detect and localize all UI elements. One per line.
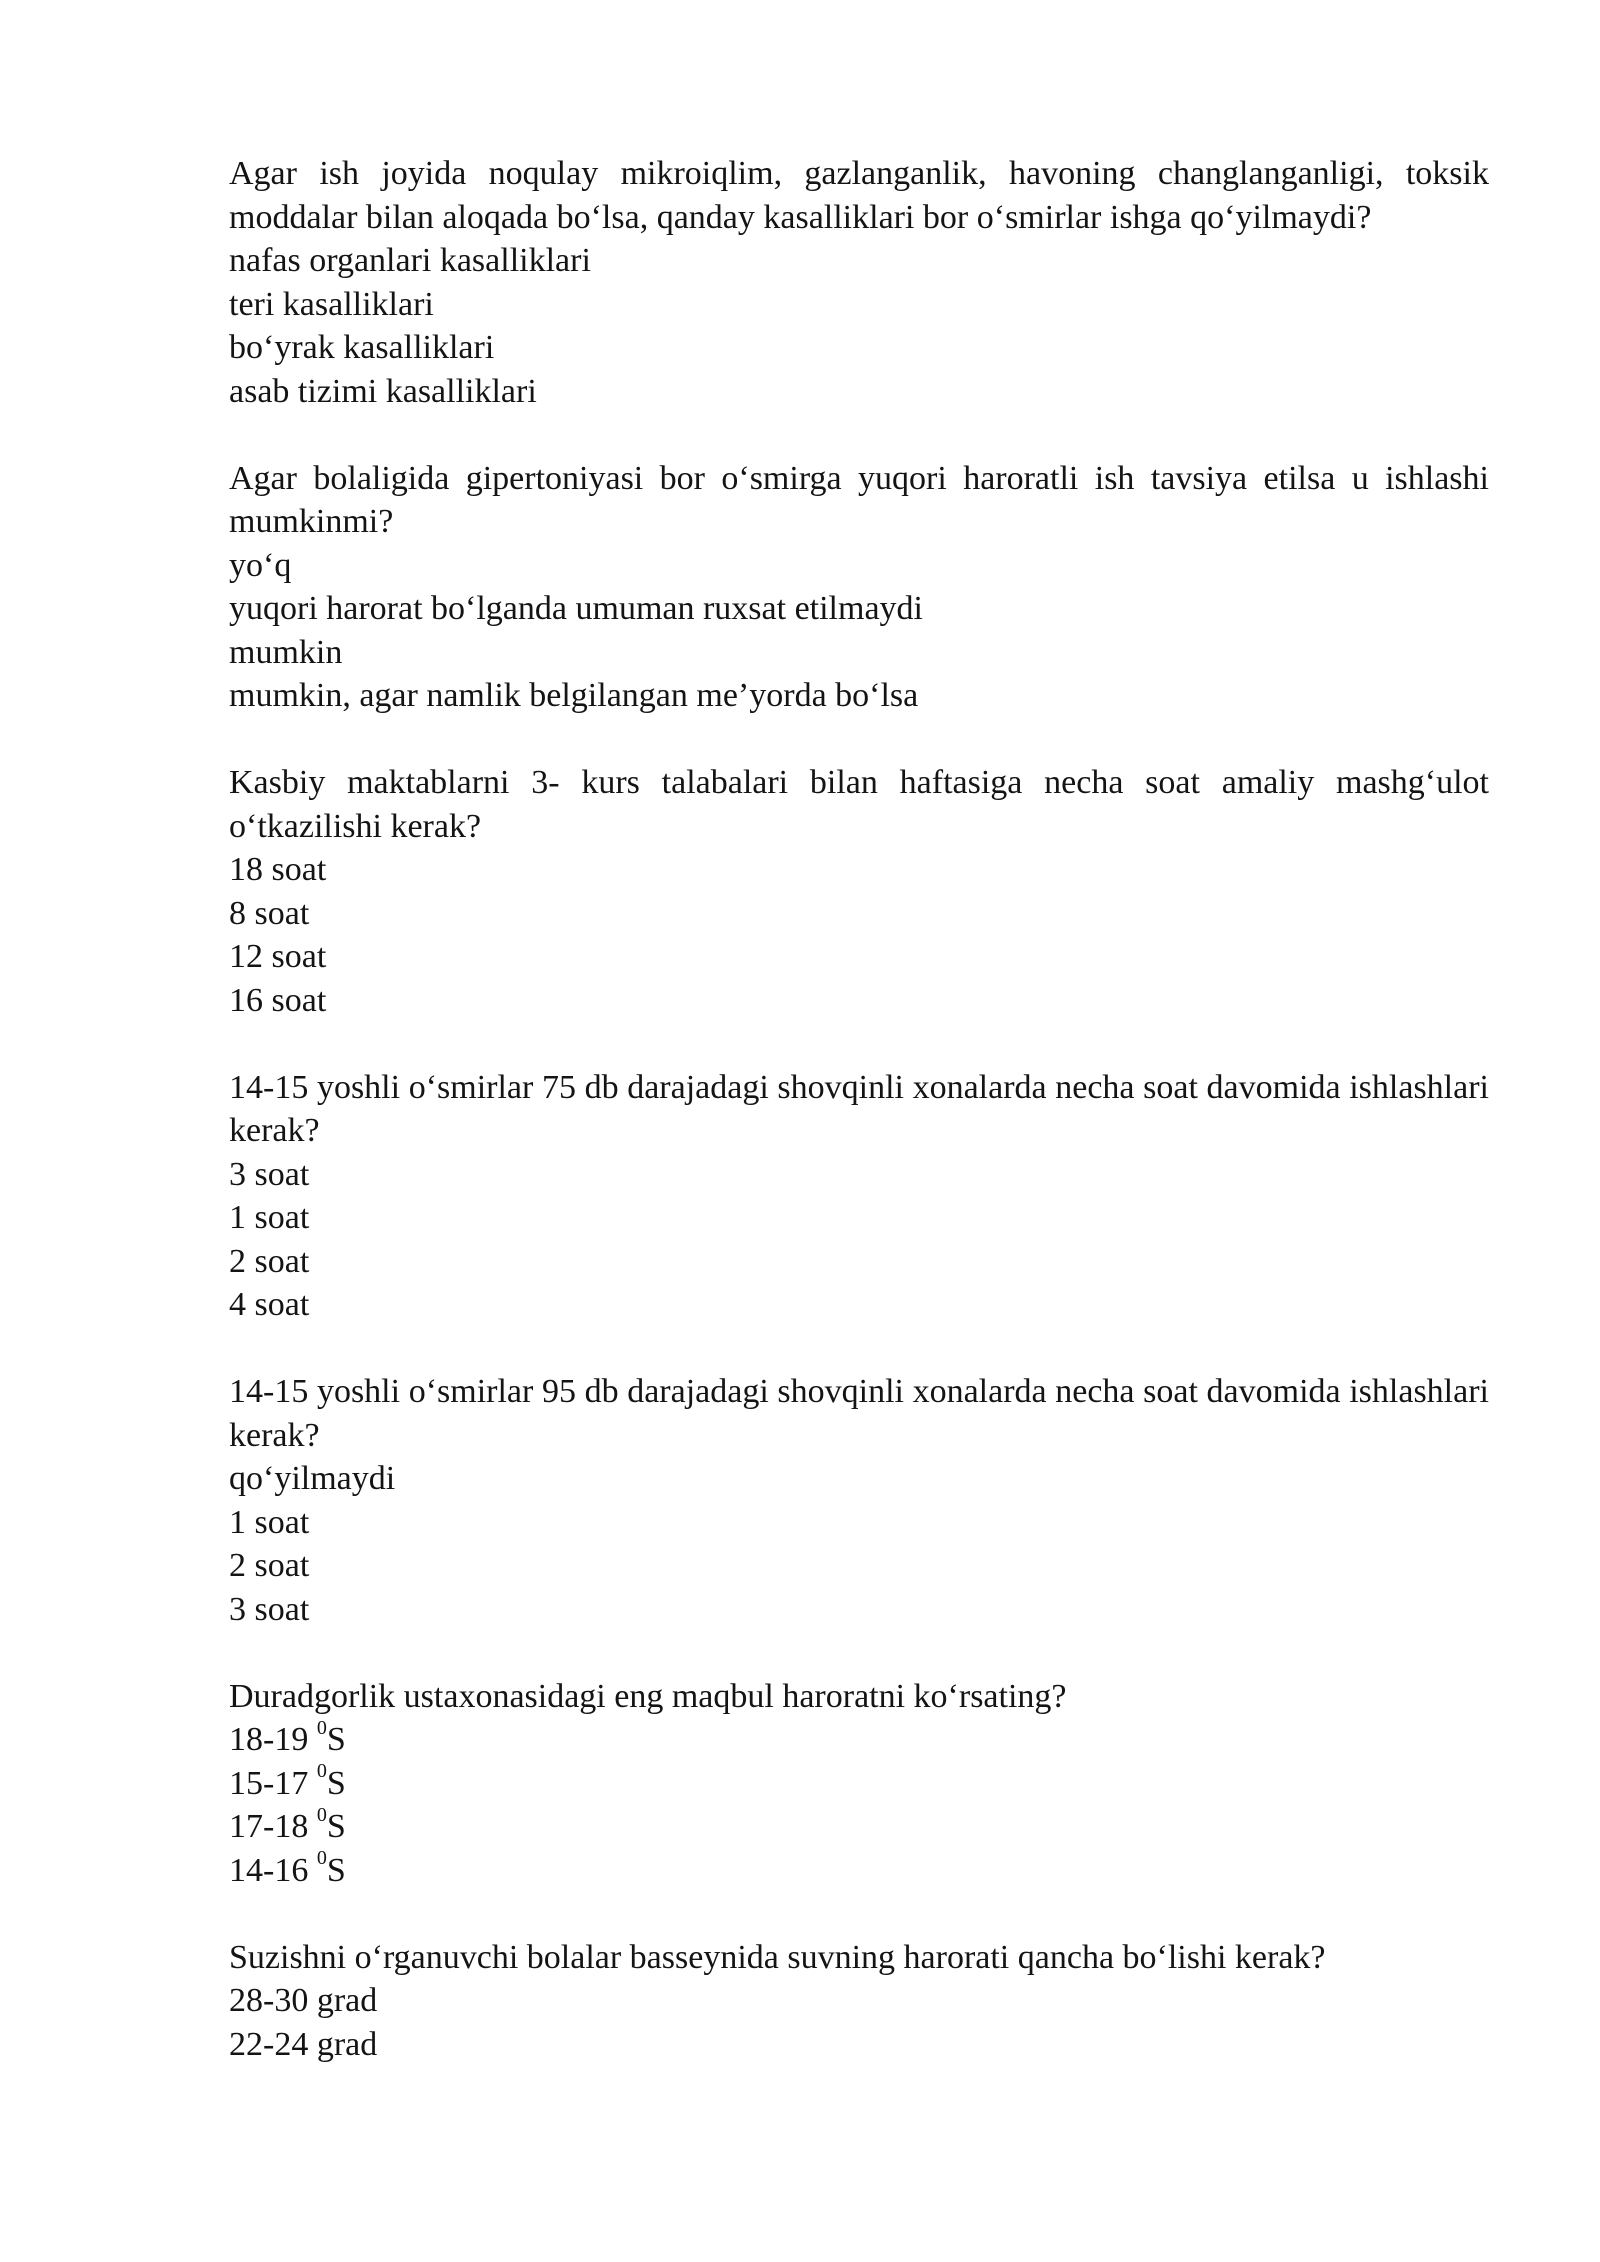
unit-suffix: S [326, 1808, 346, 1845]
answer-option [229, 1762, 1489, 1806]
answer-value: 17-18 [229, 1808, 317, 1845]
unit-suffix: S [326, 1721, 346, 1758]
unit-suffix: S [326, 1851, 346, 1889]
answer-option: 4 soat [229, 1286, 310, 1323]
answer-option: yuqori harorat bo‘lganda umuman ruxsat etilmaydi [229, 590, 923, 627]
question-block [229, 1370, 1489, 1631]
question-block [229, 1936, 1489, 2067]
question-block [229, 1675, 1489, 1893]
answer-option: 3 soat [229, 1155, 310, 1193]
answer-option: 12 soat [229, 938, 327, 975]
answer-option: qo‘yilmaydi [229, 1460, 396, 1497]
answer-option: yo‘q [229, 546, 292, 584]
degree-superscript: 0 [316, 1803, 327, 1826]
answer-value: 14-16 [229, 1851, 317, 1889]
question-block [229, 152, 1489, 413]
unit-suffix: S [326, 1764, 346, 1802]
question-text: Kasbiy maktablarni 3- kurs talabalari bilan haftasiga necha soat amaliy mashg‘ulot o‘tkazilishi kerak? [229, 764, 1489, 845]
question-text: 14-15 yoshli o‘smirlar 95 db darajadagi shovqinli xonalarda necha soat davomida ishlashlari kerak? [229, 1373, 1489, 1454]
question-block [229, 1066, 1489, 1327]
degree-superscript: 0 [316, 1716, 327, 1739]
question-text: Agar ish joyida noqulay mikroiqlim, gazlanganlik, havoning changlanganligi, toksik moddalar bilan aloqada bo‘lsa, qanday kasalliklari bor o‘smirlar ishga qo‘yilmaydi? [229, 155, 1489, 236]
answer-option: 2 soat [229, 1242, 310, 1280]
answer-option: mumkin [229, 633, 343, 671]
document-page [229, 152, 1489, 2110]
answer-option: 1 soat [229, 1199, 310, 1236]
answer-option: 18 soat [229, 851, 327, 888]
answer-option: 16 soat [229, 981, 327, 1019]
question-block [229, 761, 1489, 1022]
answer-option: mumkin, agar namlik belgilangan me’yorda bo‘lsa [229, 677, 919, 714]
answer-option: asab tizimi kasalliklari [229, 372, 537, 410]
question-text: Suzishni o‘rganuvchi bolalar basseynida suvning harorati qancha bo‘lishi kerak? [229, 1938, 1326, 1976]
answer-value: 18-19 [229, 1721, 317, 1758]
answer-value: 15-17 [229, 1764, 317, 1802]
answer-option: 28-30 grad [229, 1982, 378, 2019]
answer-option [229, 1718, 1489, 1762]
question-text: Agar bolaligida gipertoniyasi bor o‘smirga yuqori haroratli ish tavsiya etilsa u ishlashi mumkinmi? [229, 459, 1489, 540]
answer-option: 8 soat [229, 894, 310, 932]
answer-option: 1 soat [229, 1503, 310, 1541]
question-text: Duradgorlik ustaxonasidagi eng maqbul haroratni ko‘rsating? [229, 1677, 1067, 1715]
answer-option: nafas organlari kasalliklari [229, 242, 591, 279]
answer-option [229, 1849, 1489, 1893]
question-text: 14-15 yoshli o‘smirlar 75 db darajadagi shovqinli xonalarda necha soat davomida ishlashlari kerak? [229, 1068, 1489, 1149]
degree-superscript: 0 [316, 1760, 327, 1783]
answer-option: 3 soat [229, 1590, 310, 1628]
answer-option: 22-24 grad [229, 2025, 378, 2063]
degree-superscript: 0 [316, 1847, 327, 1870]
answer-option: bo‘yrak kasalliklari [229, 329, 495, 366]
answer-option [229, 1805, 1489, 1849]
answer-option: teri kasalliklari [229, 285, 434, 323]
answer-option: 2 soat [229, 1547, 310, 1584]
question-block [229, 457, 1489, 718]
